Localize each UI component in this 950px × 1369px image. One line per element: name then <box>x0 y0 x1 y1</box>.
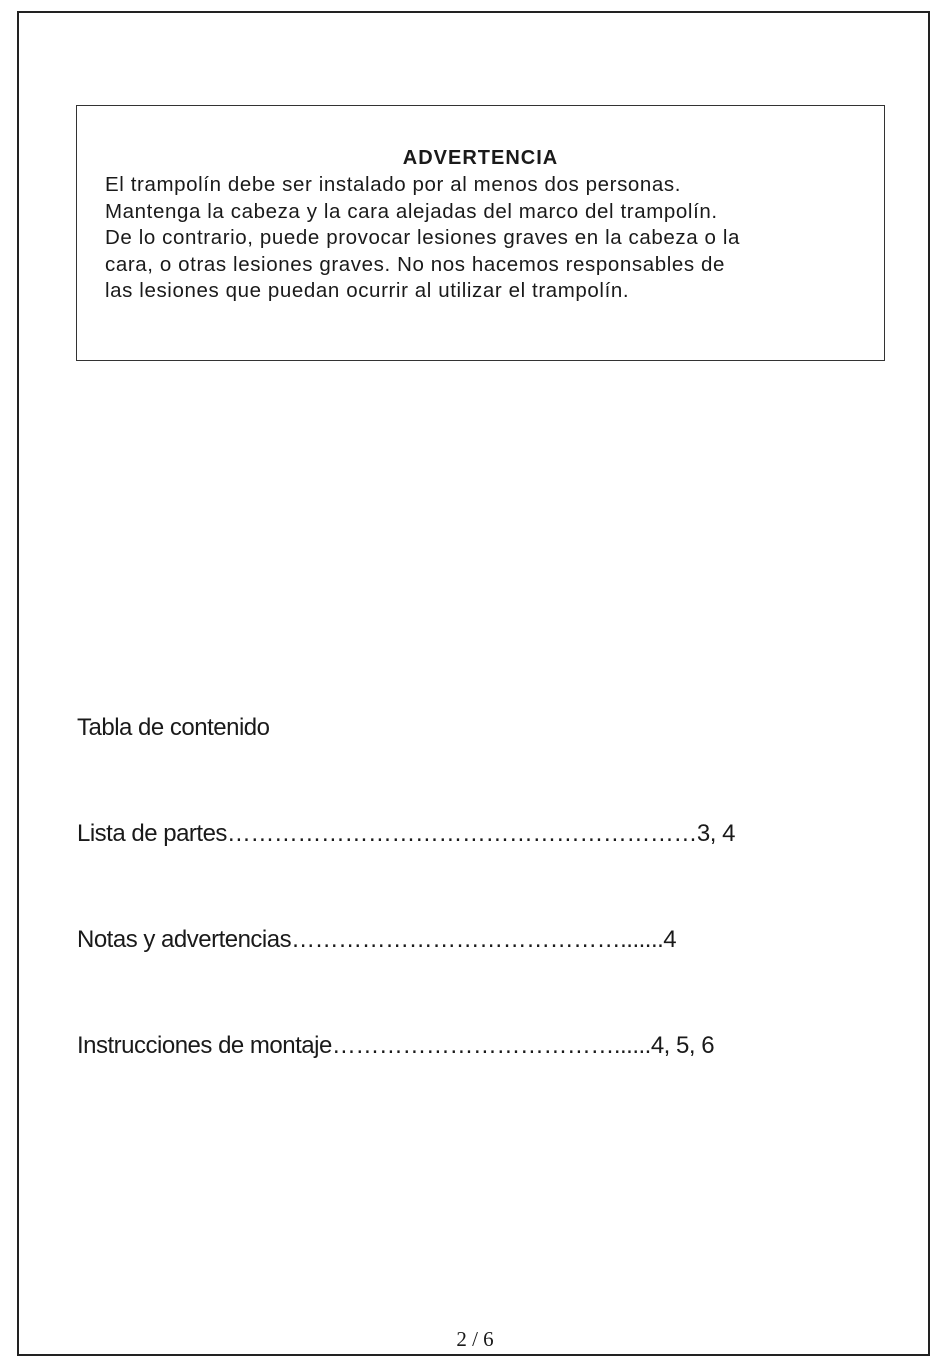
warning-line: cara, o otras lesiones graves. No nos hacemos responsables de <box>105 253 726 276</box>
toc-entry-parts-list: Lista de partes……………………………………………………3, 4 <box>77 820 735 847</box>
warning-line: las lesiones que puedan ocurrir al utilizar el trampolín. <box>105 279 630 302</box>
toc-title: Tabla de contenido <box>77 714 270 741</box>
toc-entry-assembly-instructions: Instrucciones de montaje………………………………......4, 5, 6 <box>77 1032 715 1059</box>
toc-entry-notes-warnings: Notas y advertencias…………………………………….......4 <box>77 926 677 953</box>
warning-line: Mantenga la cabeza y la cara alejadas del marco del trampolín. <box>105 200 718 223</box>
warning-box <box>76 105 885 361</box>
warning-title: ADVERTENCIA <box>402 147 559 169</box>
warning-line: El trampolín debe ser instalado por al menos dos personas. <box>105 173 682 196</box>
warning-line: De lo contrario, puede provocar lesiones graves en la cabeza o la <box>105 226 740 249</box>
page-number: 2 / 6 <box>456 1327 494 1351</box>
